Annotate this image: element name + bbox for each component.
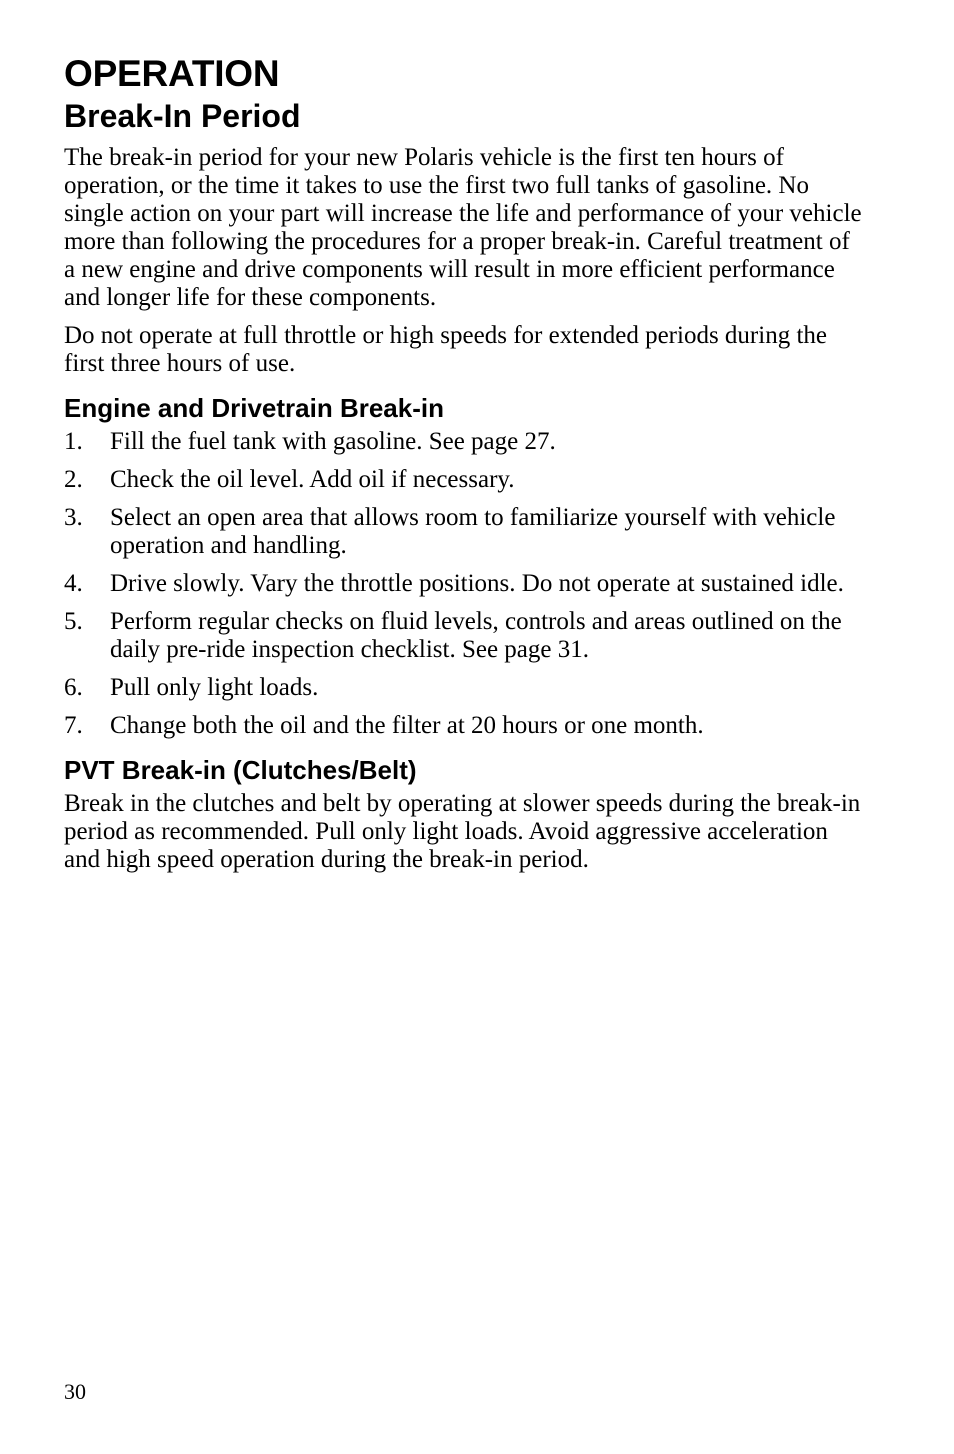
list-item-text: Fill the fuel tank with gasoline. See page 27.: [110, 428, 556, 455]
list-item: [64, 466, 864, 494]
engine-steps-list: [64, 428, 864, 740]
list-item: [64, 674, 864, 702]
list-item-text: Check the oil level. Add oil if necessary.: [110, 466, 515, 493]
section-heading: OPERATION: [64, 53, 280, 94]
page-title: Break-In Period: [64, 98, 301, 134]
document-page: [64, 52, 864, 884]
list-item-number: 6.: [64, 674, 83, 701]
list-item-text: Perform regular checks on fluid levels, controls and areas outlined on the daily pre-ride inspection checklist. See page 31.: [110, 608, 842, 663]
pvt-paragraph: Break in the clutches and belt by operating at slower speeds during the break-in period as recommended. Pull only light loads. Avoid aggressive acceleration and high speed operation during the break-in period.: [64, 790, 861, 873]
list-item-number: 2.: [64, 466, 83, 493]
list-item-text: Change both the oil and the filter at 20 hours or one month.: [110, 712, 704, 739]
list-item: [64, 428, 864, 456]
list-item-text: Select an open area that allows room to familiarize yourself with vehicle operation and handling.: [110, 504, 836, 559]
list-item-text: Drive slowly. Vary the throttle positions. Do not operate at sustained idle.: [110, 570, 844, 597]
intro-paragraph-1: The break-in period for your new Polaris vehicle is the first ten hours of operation, or the time it takes to use the first two full tanks of gasoline. No single action on your part will increase the life and performance of your vehicle more than following the procedures for a proper break-in. Careful treatment of a new engine and drive components will result in more efficient performance and longer life for these components.: [64, 144, 862, 311]
intro-paragraph-2: Do not operate at full throttle or high speeds for extended periods during the first three hours of use.: [64, 322, 827, 377]
list-item-text: Pull only light loads.: [110, 674, 319, 701]
list-item: [64, 712, 864, 740]
list-item: [64, 608, 864, 664]
list-item-number: 7.: [64, 712, 83, 739]
list-item: [64, 504, 864, 560]
page-number: 30: [64, 1379, 86, 1404]
list-item-number: 1.: [64, 428, 83, 455]
list-item-number: 3.: [64, 504, 83, 531]
list-item: [64, 570, 864, 598]
list-item-number: 4.: [64, 570, 83, 597]
engine-heading: Engine and Drivetrain Break-in: [64, 393, 444, 423]
pvt-heading: PVT Break-in (Clutches/Belt): [64, 755, 417, 785]
list-item-number: 5.: [64, 608, 83, 635]
